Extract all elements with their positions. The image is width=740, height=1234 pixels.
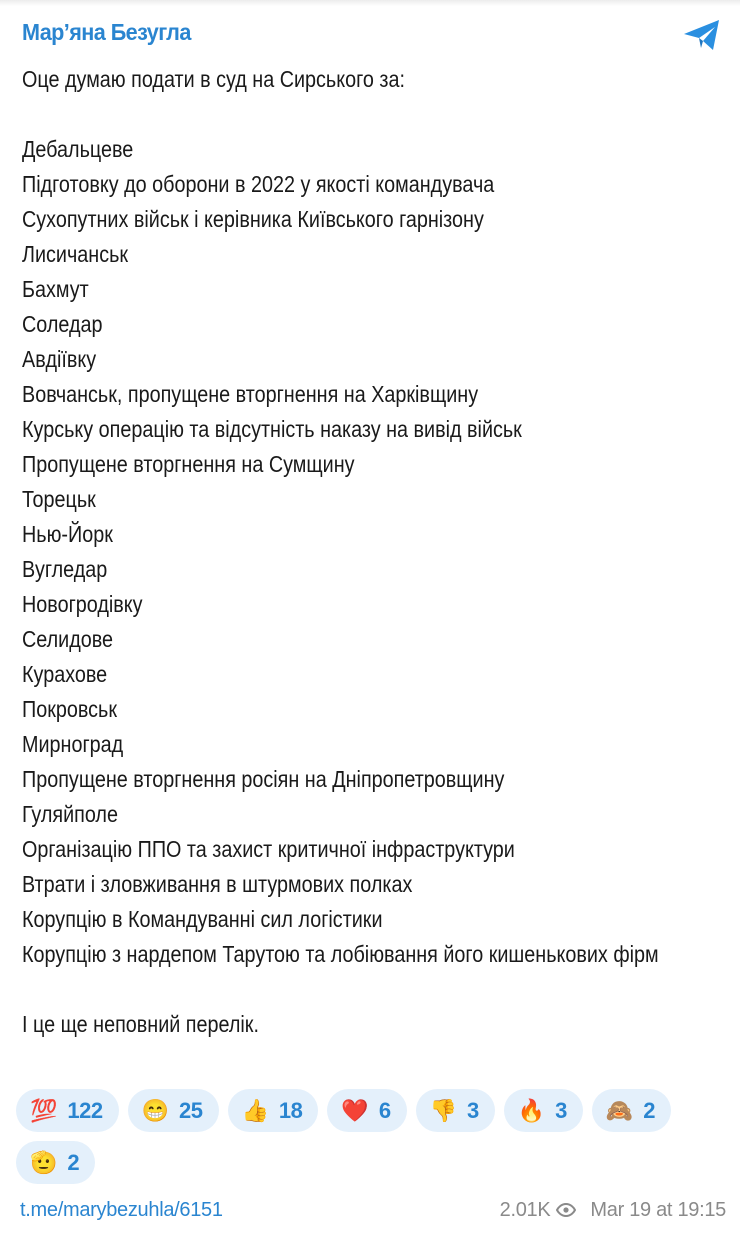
reaction-count: 2 xyxy=(67,1149,80,1175)
list-item: Курахове xyxy=(22,661,108,687)
reaction-thumbs-down[interactable] xyxy=(416,1089,495,1132)
list-item: Нью-Йорк xyxy=(22,521,113,547)
list-item: Пропущене вторгнення росіян на Дніпропетровщину xyxy=(22,766,505,792)
post-link[interactable]: t.me/marybezuhla/6151 xyxy=(20,1198,223,1221)
list-item: Вугледар xyxy=(22,556,108,582)
list-item: Дебальцеве xyxy=(22,136,134,162)
intro-line: Оце думаю подати в суд на Сирського за: xyxy=(22,66,405,92)
list-item: Покровськ xyxy=(22,696,118,722)
list-item: Селидове xyxy=(22,626,114,652)
list-item: Соледар xyxy=(22,311,103,337)
thumbs-up-icon: 👍 xyxy=(241,1097,269,1123)
list-item: Корупцію в Командуванні сил логістики xyxy=(22,906,383,932)
post-meta xyxy=(500,1199,726,1222)
blank-line xyxy=(22,972,727,1007)
reaction-see-no-evil-monkey[interactable] xyxy=(592,1089,671,1132)
outro-line: І це ще неповний перелік. xyxy=(22,1011,259,1037)
list-item: Пропущене вторгнення на Сумщину xyxy=(22,451,355,477)
list-item: Авдіївку xyxy=(22,346,97,372)
telegram-plane-icon[interactable] xyxy=(682,18,722,52)
list-item: Втрати і зловживання в штурмових полках xyxy=(22,871,413,897)
thumbs-down-icon: 👎 xyxy=(429,1097,457,1123)
reaction-fire[interactable] xyxy=(504,1089,583,1132)
hundred-points-icon: 💯 xyxy=(30,1097,58,1123)
list-item: Бахмут xyxy=(22,276,89,302)
red-heart-icon: ❤️ xyxy=(341,1097,369,1123)
reaction-count: 2 xyxy=(643,1097,656,1123)
reactions-bar xyxy=(16,1089,716,1184)
reaction-count: 25 xyxy=(179,1097,203,1123)
reaction-count: 3 xyxy=(466,1097,479,1123)
list-item: Корупцію з нардепом Тарутою та лобіювання його кишенькових фірм xyxy=(22,941,659,967)
list-item: Гуляйполе xyxy=(22,801,118,827)
list-item: Мирноград xyxy=(22,731,124,757)
top-shade xyxy=(0,0,740,6)
blank-line xyxy=(22,97,727,132)
post-timestamp: Mar 19 at 19:15 xyxy=(590,1198,726,1221)
reaction-saluting-face[interactable] xyxy=(16,1141,95,1184)
list-item: Підготовку до оборони в 2022 у якості командувача xyxy=(22,171,495,197)
list-item: Торецьк xyxy=(22,486,96,512)
list-item: Вовчанськ, пропущене вторгнення на Харківщину xyxy=(22,381,479,407)
reaction-count: 3 xyxy=(555,1097,567,1123)
view-count: 2.01K xyxy=(499,1198,551,1221)
post-header xyxy=(22,16,722,48)
reaction-beaming-face[interactable] xyxy=(128,1089,219,1132)
list-item: Лисичанськ xyxy=(22,241,129,267)
fire-icon: 🔥 xyxy=(517,1097,546,1123)
reaction-thumbs-up[interactable] xyxy=(228,1089,319,1132)
eye-icon xyxy=(556,1203,576,1217)
reaction-count: 122 xyxy=(67,1097,103,1123)
see-no-evil-monkey-icon: 🙈 xyxy=(605,1097,634,1123)
post-text xyxy=(22,62,740,1042)
list-item: Сухопутних військ і керівника Київського гарнізону xyxy=(22,206,484,232)
saluting-face-icon: 🫡 xyxy=(30,1149,58,1175)
reaction-hundred-points[interactable] xyxy=(16,1089,119,1132)
list-item: Курську операцію та відсутність наказу на вивід військ xyxy=(22,416,522,442)
post-footer xyxy=(20,1196,726,1224)
beaming-face-icon: 😁 xyxy=(141,1097,170,1123)
list-item: Організацію ППО та захист критичної інфраструктури xyxy=(22,836,515,862)
channel-name[interactable]: Мар’яна Безугла xyxy=(22,19,191,45)
reaction-count: 18 xyxy=(278,1097,303,1123)
list-item: Новогродівку xyxy=(22,591,143,617)
reaction-count: 6 xyxy=(378,1097,391,1123)
reaction-red-heart[interactable] xyxy=(327,1089,406,1132)
